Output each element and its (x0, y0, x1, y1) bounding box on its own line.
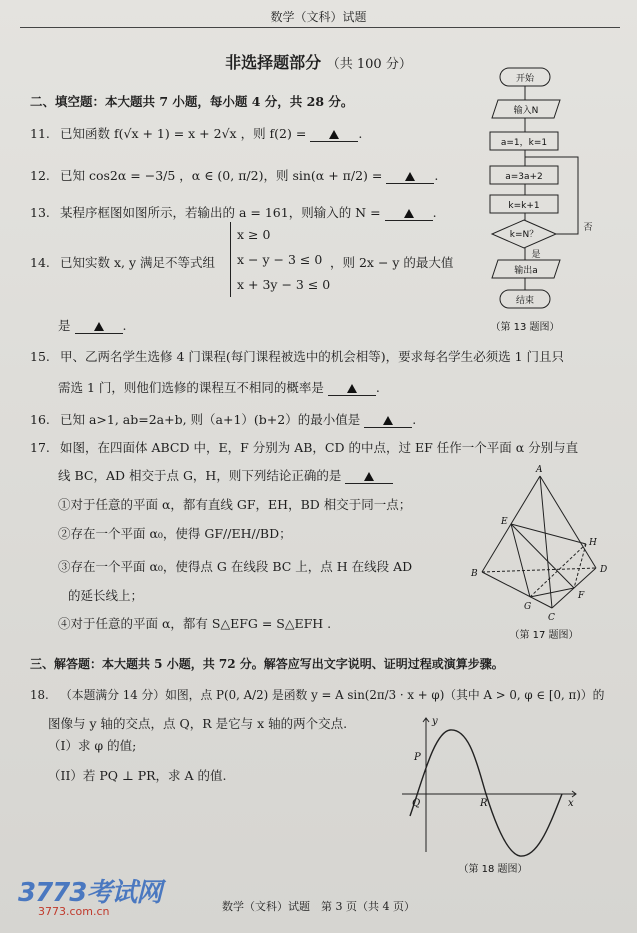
q15-line-1: 甲、乙两名学生选修 4 门课程(每门课程被选中的机会相等)，要求每名学生必须选 1 门且只 (60, 349, 565, 364)
q14-text-3: 是 (58, 318, 71, 333)
triangle-icon (94, 322, 104, 331)
q17-option-4: ④对于任意的平面 α，都有 S△EFG = S△EFH . (58, 616, 332, 631)
q15-line-2: 需选 1 门，则他们选修的课程互不相同的概率是 (58, 380, 324, 395)
question-16: 16. 已知 a>1, ab=2a+b, 则（a+1）(b+2）的最小值是 . (30, 412, 417, 427)
tetra-label-a: A (536, 465, 543, 475)
q16-number: 16. (30, 412, 50, 427)
question-11: 11. 已知函数 f(√x + 1) = x + 2√x ，则 f(2) = . (30, 126, 363, 141)
page-footer: 数学（文科）试题 第 3 页（共 4 页） (222, 900, 415, 913)
q17-line-2: 线 BC，AD 相交于点 G，H，则下列结论正确的是 (58, 468, 342, 483)
q17-answer-blank (345, 468, 393, 484)
tetra-caption: （第 17 题图） (509, 630, 579, 641)
q14-number: 14. (30, 255, 50, 270)
q17-option-1: ①对于任意的平面 α，都有直线 GF，EH，BD 相交于同一点； (58, 497, 412, 512)
q14-constraint-2: x − y − 3 ≤ 0 (237, 252, 323, 267)
page-header: 数学（文科）试题 (270, 10, 367, 24)
tetrahedron-figure (468, 462, 628, 644)
q17-number: 17. (30, 440, 50, 455)
graph-label-x: x (568, 798, 574, 809)
sine-graph-figure (398, 712, 588, 877)
flowchart-condition-label: k=N？ (509, 230, 539, 240)
q16-answer-blank (364, 412, 412, 428)
graph-label-q: Q (412, 798, 421, 809)
tetra-label-g: G (524, 602, 532, 612)
q17-line-2-wrap (58, 466, 393, 484)
flowchart-yes-label: 是 (531, 250, 541, 260)
question-12: 12. 已知 cos2α = −3/5 ，α ∈ (0, π/2)，则 sin(α + π/2) = . (30, 168, 439, 183)
flowchart-no-label: 否 (583, 223, 593, 233)
q14-constraint-3: x + 3y − 3 ≤ 0 (237, 277, 331, 292)
q18-line-1: （本题满分 14 分）如图，点 P(0, A/2) 是函数 y = A sin(2π/3 · x + φ)（其中 A > 0, φ ∈ [0, π)）的 (60, 688, 605, 702)
triangle-icon (404, 209, 414, 218)
question-14 (30, 253, 215, 271)
q11-answer-blank (310, 126, 358, 142)
q17-option-3b: 的延长线上； (68, 588, 144, 603)
q12-number: 12. (30, 168, 50, 183)
title-main: 非选择题部分 (225, 53, 322, 72)
q15-answer-blank (328, 380, 376, 396)
q14-text-1: 已知实数 x, y 满足不等式组 (60, 255, 216, 270)
graph-label-p: P (414, 752, 421, 763)
graph-caption: （第 18 题图） (458, 864, 528, 875)
q18-number: 18. (30, 688, 49, 702)
question-18 (30, 686, 604, 703)
q15-number: 15. (30, 349, 50, 364)
flowchart-start-label: 开始 (515, 74, 535, 84)
triangle-icon (405, 172, 415, 181)
q18-part-1: （I）求 φ 的值; (48, 738, 137, 753)
q17-option-3a: ③存在一个平面 α₀，使得点 G 在线段 BC 上，点 H 在线段 AD (58, 559, 413, 574)
title-sub: （共 100 分） (326, 57, 412, 72)
tetra-label-f: F (578, 591, 585, 601)
triangle-icon (329, 130, 339, 139)
q15-line-2-wrap: 需选 1 门，则他们选修的课程互不相同的概率是 . (58, 380, 380, 395)
q11-text: 已知函数 f(√x + 1) = x + 2√x ，则 f(2) = (60, 126, 307, 141)
flowchart-step2-label: k=k+1 (508, 201, 540, 211)
q13-number: 13. (30, 205, 50, 220)
flowchart-output-label: 输出a (514, 266, 538, 276)
q13-text: 某程序框图如图所示，若输出的 a = 161，则输入的 N = (60, 205, 381, 220)
q16-text: 已知 a>1, ab=2a+b, 则（a+1）(b+2）的最小值是 (60, 412, 361, 427)
tetra-label-c: C (548, 613, 555, 623)
q17-line-1: 如图，在四面体 ABCD 中，E，F 分别为 AB，CD 的中点，过 EF 任作一个平面 α 分别与直 (60, 440, 579, 455)
q14-inequality-system (230, 222, 330, 297)
header-divider (20, 27, 620, 28)
flowchart-step1-label: a=3a+2 (505, 172, 543, 182)
q14-text-2: ，则 2x − y 的最大值 (330, 255, 454, 270)
q14-answer-blank (75, 318, 123, 334)
q13-answer-blank (385, 205, 433, 221)
flowchart-init-label: a=1，k=1 (500, 138, 548, 148)
tetra-label-d: D (600, 565, 608, 575)
graph-label-y: y (432, 716, 438, 727)
flowchart-caption: （第 13 题图） (490, 322, 560, 333)
tetra-label-e: E (501, 517, 508, 527)
question-15 (30, 347, 564, 365)
sine-curve (410, 730, 562, 856)
watermark-url: 3773.com.cn (38, 905, 110, 918)
graph-label-r: R (480, 798, 488, 809)
flowchart-figure (470, 60, 600, 342)
flowchart-input-label: 输入N (513, 106, 539, 116)
watermark-logo: 3773考试网 (18, 878, 162, 908)
tetra-label-h: H (589, 538, 597, 548)
question-13: 13. 某程序框图如图所示，若输出的 a = 161，则输入的 N = . (30, 205, 437, 220)
flowchart-end-label: 结束 (515, 296, 535, 306)
q17-option-2: ②存在一个平面 α₀，使得 GF//EH//BD； (58, 526, 292, 541)
tetra-label-b: B (471, 569, 478, 579)
triangle-icon (347, 384, 357, 393)
section-answer: 三、解答题：本大题共 5 小题，共 72 分。解答应写出文字说明、证明过程或演算步骤。 (30, 657, 504, 671)
q18-part-2: （II）若 PQ ⊥ PR，求 A 的值. (48, 768, 227, 783)
q11-number: 11. (30, 126, 50, 141)
section-fill-in: 二、填空题：本大题共 7 小题，每小题 4 分，共 28 分。 (30, 94, 354, 109)
q14-constraint-1: x ≥ 0 (237, 227, 271, 242)
triangle-icon (383, 416, 393, 425)
q18-line-2: 图像与 y 轴的交点，点 Q，R 是它与 x 轴的两个交点. (48, 716, 348, 731)
q12-text: 已知 cos2α = −3/5 ，α ∈ (0, π/2)，则 sin(α + π/2) = (60, 168, 383, 183)
q12-answer-blank (386, 168, 434, 184)
q14-line-2: 是 . (58, 318, 127, 333)
triangle-icon (364, 472, 374, 481)
question-17 (30, 438, 578, 456)
